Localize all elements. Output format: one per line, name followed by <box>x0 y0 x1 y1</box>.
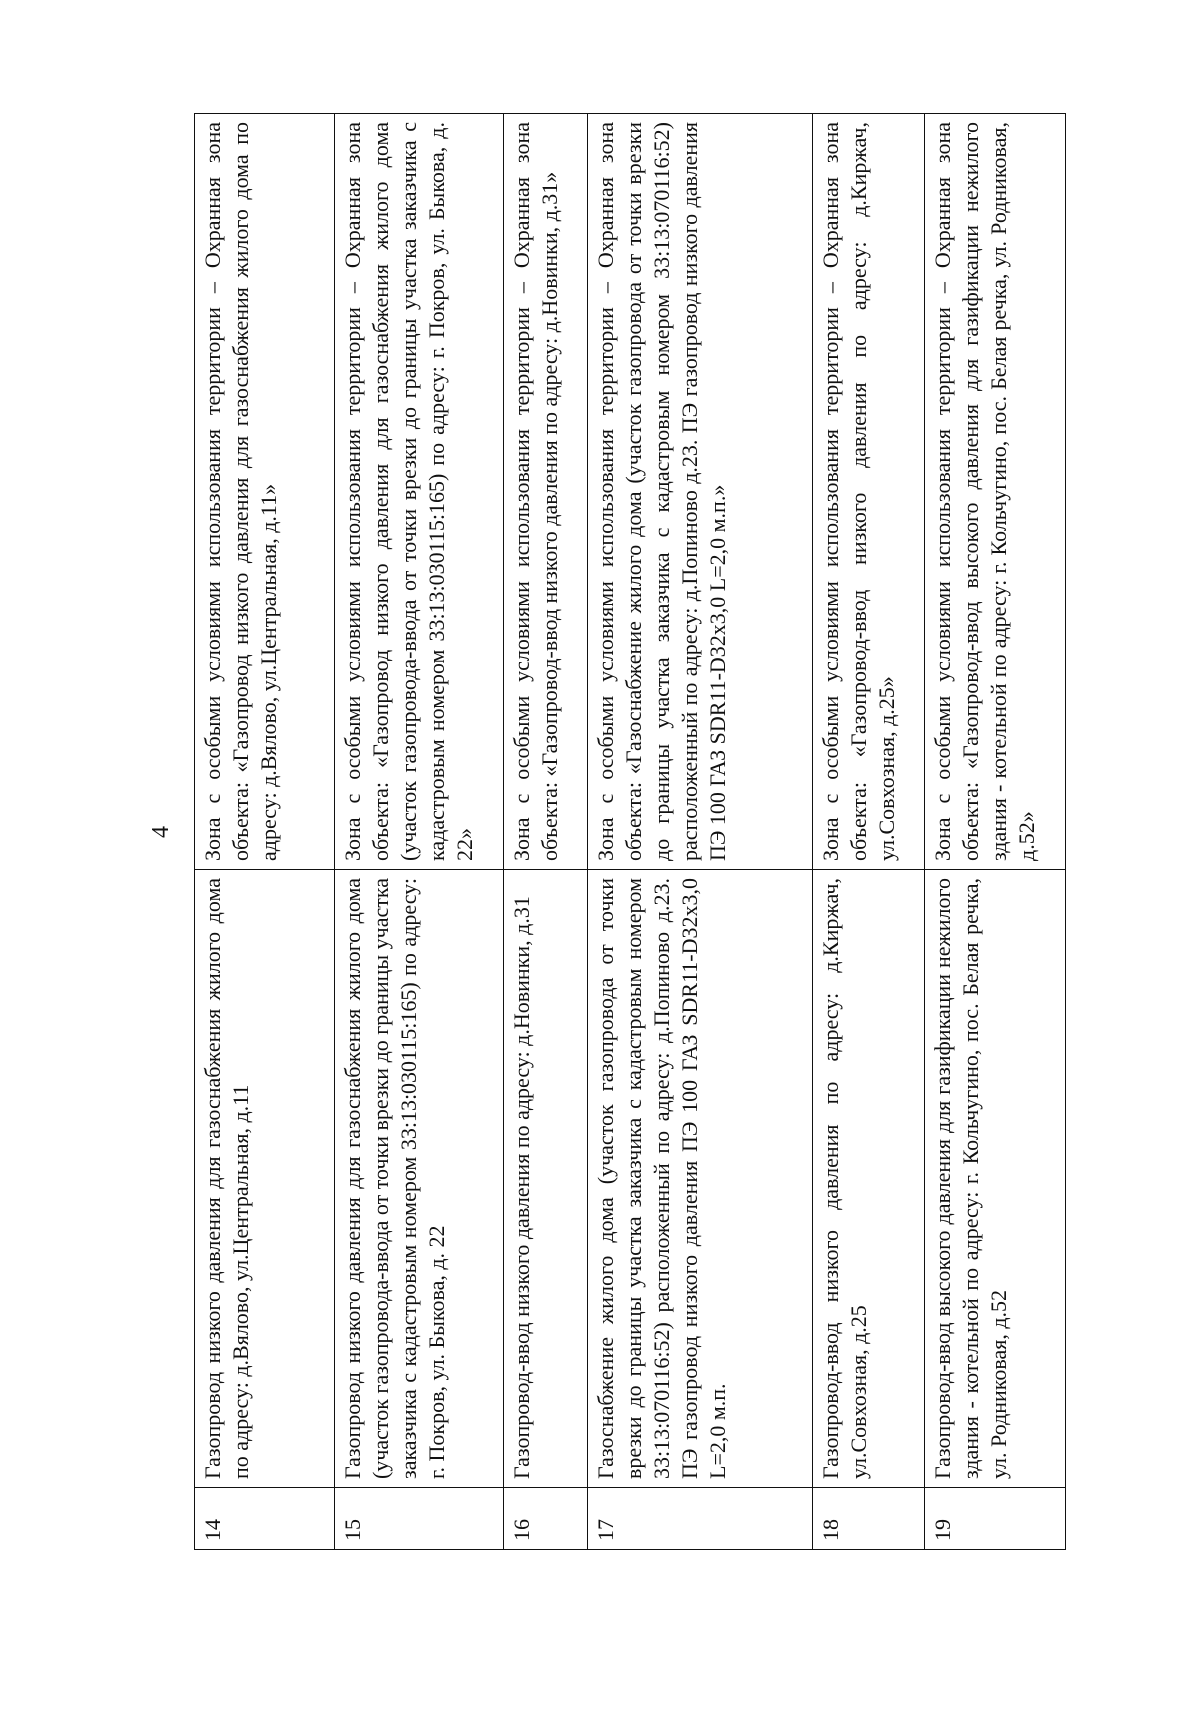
zone-description: Зона с особыми условиями использования территории – Охранная зона объекта: «Газоснабжение жилого дома (участок газопровода от точки врезки до границы участка заказчика с кадастровым номером 33:13:070116:52) расположенный по адресу: д.Попиново д.23. ПЭ газопровод низкого давления ПЭ 100 ГАЗ SDR11-D32х3,0 L=2,0 м.п.» <box>588 114 813 870</box>
object-description: Газоснабжение жилого дома (участок газопровода от точки врезки до границы участка заказчика с кадастровым номером 33:13:070116:52) расположенный по адресу: д.Попиново д.23. ПЭ газопровод низкого давления ПЭ 100 ГАЗ SDR11-D32х3,0 L=2,0 м.п. <box>588 870 813 1488</box>
table-row <box>335 114 504 1550</box>
zone-description: Зона с особыми условиями использования территории – Охранная зона объекта: «Газопровод низкого давления для газоснабжения жилого дома (участок газопровода-ввода от точки врезки до границы участка заказчика с кадастровым номером 33:13:030115:165) по адресу: г. Покров, ул. Быкова, д. 22» <box>335 114 504 870</box>
object-description: Газопровод низкого давления для газоснабжения жилого дома по адресу: д.Вялово, ул.Центральная, д.11 <box>195 870 335 1488</box>
row-number: 14 <box>195 1488 335 1550</box>
zone-description: Зона с особыми условиями использования территории – Охранная зона объекта: «Газопровод-ввод низкого давления по адресу: д.Киржач, ул.Совхозная, д.25» <box>813 114 925 870</box>
page-number: 4 <box>148 826 174 838</box>
table-row <box>925 114 1066 1550</box>
object-description: Газопровод низкого давления для газоснабжения жилого дома (участок газопровода-ввода от точки врезки до границы участка заказчика с кадастровым номером 33:13:030115:165) по адресу: г. Покров, ул. Быкова, д. 22 <box>335 870 504 1488</box>
table-row <box>588 114 813 1550</box>
table-row <box>813 114 925 1550</box>
table-row <box>504 114 588 1550</box>
zone-description: Зона с особыми условиями использования территории – Охранная зона объекта: «Газопровод низкого давления для газоснабжения жилого дома по адресу: д.Вялово, ул.Центральная, д.11» <box>195 114 335 870</box>
zones-table <box>194 113 1066 1550</box>
row-number: 18 <box>813 1488 925 1550</box>
row-number: 15 <box>335 1488 504 1550</box>
table-row <box>195 114 335 1550</box>
rotated-document-page <box>148 114 1066 1550</box>
row-number: 19 <box>925 1488 1066 1550</box>
row-number: 16 <box>504 1488 588 1550</box>
zone-description: Зона с особыми условиями использования территории – Охранная зона объекта: «Газопровод-ввод низкого давления по адресу: д.Новинки, д.31» <box>504 114 588 870</box>
object-description: Газопровод-ввод низкого давления по адресу: д.Новинки, д.31 <box>504 870 588 1488</box>
object-description: Газопровод-ввод высокого давления для газификации нежилого здания - котельной по адресу: г. Кольчугино, пос. Белая речка, ул. Родниковая, д.52 <box>925 870 1066 1488</box>
zone-description: Зона с особыми условиями использования территории – Охранная зона объекта: «Газопровод-ввод высокого давления для газификации нежилого здания - котельной по адресу: г. Кольчугино, пос. Белая речка, ул. Родниковая, д.52» <box>925 114 1066 870</box>
row-number: 17 <box>588 1488 813 1550</box>
object-description: Газопровод-ввод низкого давления по адресу: д.Киржач, ул.Совхозная, д.25 <box>813 870 925 1488</box>
